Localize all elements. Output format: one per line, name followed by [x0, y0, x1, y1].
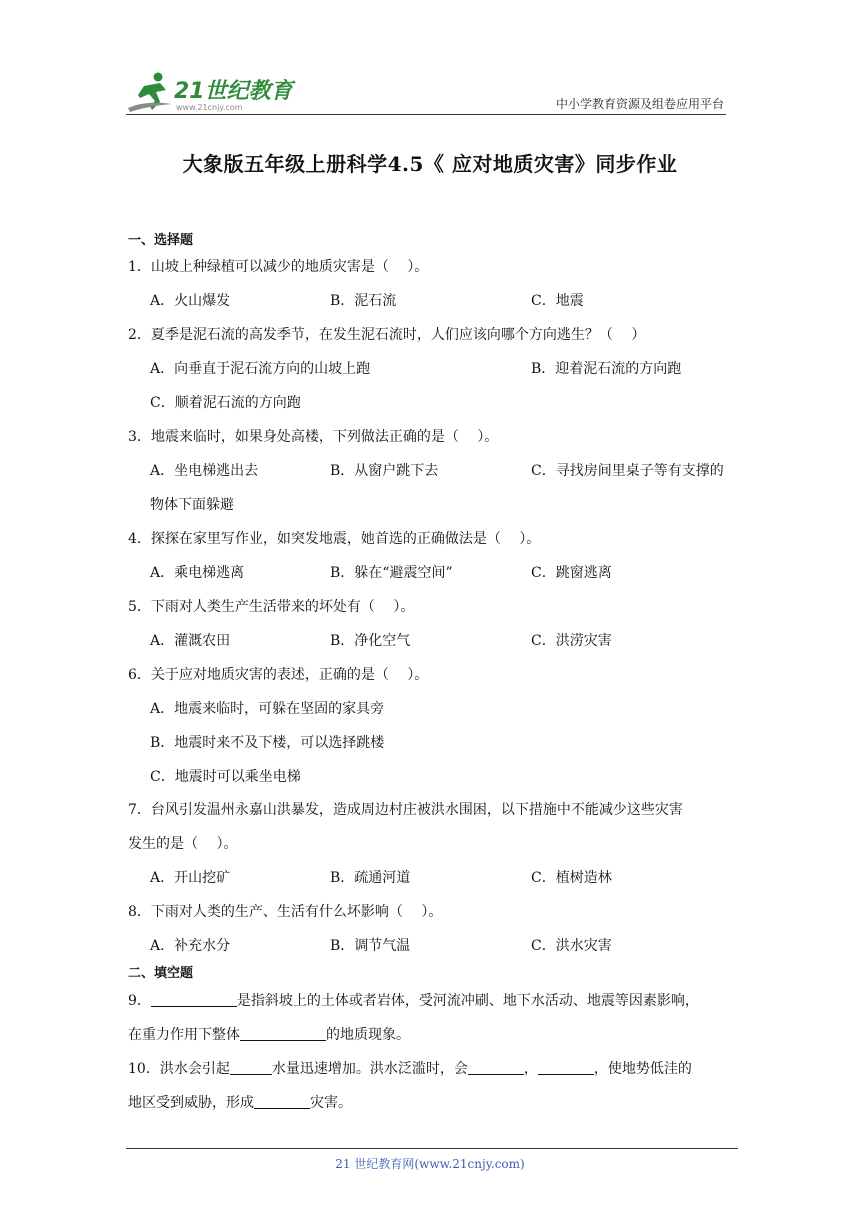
q2-option-b: B．迎着泥石流的方向跑 [531, 361, 682, 377]
question-7-line1: 7．台风引发温州永嘉山洪暴发，造成周边村庄被洪水围困，以下措施中不能减少这些灾害 [128, 802, 683, 818]
q3-option-c-continued: 物体下面躲避 [150, 497, 234, 513]
question-9-line2 [128, 1024, 410, 1044]
platform-tagline: 中小学教育资源及组卷应用平台 [555, 97, 724, 111]
site-logo [126, 70, 296, 114]
section-heading-fill: 二、填空题 [128, 966, 194, 981]
q9-blank-1[interactable] [151, 992, 237, 1007]
q1-option-c: C．地震 [531, 293, 584, 309]
q10-blank-3[interactable] [538, 1060, 594, 1075]
q7-option-a: A．开山挖矿 [150, 870, 231, 886]
q9-blank-2[interactable] [240, 1026, 326, 1041]
question-7-line2: 发生的是（ ）。 [128, 836, 238, 852]
q3-option-a: A．坐电梯逃出去 [150, 463, 259, 479]
q5-option-c: C．洪涝灾害 [531, 633, 612, 649]
q1-option-a: A．火山爆发 [150, 293, 231, 309]
question-4: 4．探探在家里写作业，如突发地震，她首选的正确做法是（ ）。 [128, 531, 541, 547]
page-title: 大象版五年级上册科学4.5《 应对地质灾害》同步作业 [182, 152, 678, 176]
q2-option-a: A．向垂直于泥石流方向的山坡上跑 [150, 361, 371, 377]
q9-text-2: 在重力作用下整体 [128, 1027, 240, 1043]
q8-option-a: A．补充水分 [150, 938, 231, 954]
q3-option-c: C．寻找房间里桌子等有支撑的 [531, 463, 724, 479]
q4-option-a: A．乘电梯逃离 [150, 565, 245, 581]
q10-text-1: 水量迅速增加。洪水泛滥时，会 [271, 1061, 468, 1077]
q10-blank-1[interactable] [230, 1060, 272, 1075]
q1-option-b: B．泥石流 [330, 293, 397, 309]
q10-text-2: ， [523, 1061, 538, 1077]
q3-option-b: B．从窗户跳下去 [330, 463, 439, 479]
q7-option-c: C．植树造林 [531, 870, 612, 886]
q2-option-c: C．顺着泥石流的方向跑 [150, 395, 301, 411]
footer-divider [126, 1148, 738, 1149]
q6-option-b: B．地震时来不及下楼，可以选择跳楼 [150, 735, 385, 751]
q10-blank-2[interactable] [468, 1060, 524, 1075]
q8-option-c: C．洪水灾害 [531, 938, 612, 954]
q4-option-b: B．躲在“避震空间” [330, 565, 453, 581]
question-3: 3．地震来临时，如果身处高楼，下列做法正确的是（ ）。 [128, 429, 499, 445]
q6-option-a: A．地震来临时，可躲在坚固的家具旁 [150, 701, 385, 717]
question-10-line1 [128, 1058, 692, 1078]
q4-option-c: C．跳窗逃离 [531, 565, 612, 581]
question-10-line2 [128, 1092, 352, 1112]
q10-text-3: ，使地势低洼的 [593, 1061, 692, 1077]
runner-logo-icon [126, 70, 296, 114]
logo-text: 21世纪教育 [174, 79, 293, 104]
question-1: 1．山坡上种绿植可以减少的地质灾害是（ ）。 [128, 259, 429, 275]
q10-number: 10．洪水会引起 [128, 1061, 230, 1077]
q5-option-a: A．灌溉农田 [150, 633, 231, 649]
q8-option-b: B．调节气温 [330, 938, 411, 954]
q9-number: 9． [128, 993, 151, 1009]
q5-option-b: B．净化空气 [330, 633, 411, 649]
q10-text-5: 灾害。 [310, 1095, 352, 1111]
question-2: 2．夏季是泥石流的高发季节，在发生泥石流时，人们应该向哪个方向逃生？（ ） [128, 327, 646, 343]
q6-option-c: C．地震时可以乘坐电梯 [150, 769, 301, 785]
footer-link[interactable]: 21 世纪教育网(www.21cnjy.com) [335, 1157, 525, 1171]
question-6: 6．关于应对地质灾害的表述，正确的是（ ）。 [128, 667, 429, 683]
q10-blank-4[interactable] [254, 1094, 310, 1109]
question-8: 8．下雨对人类的生产、生活有什么坏影响（ ）。 [128, 904, 443, 920]
logo-url: www.21cnjy.com [176, 103, 243, 112]
question-9-line1 [128, 990, 699, 1010]
q7-option-b: B．疏通河道 [330, 870, 411, 886]
q9-text-1: 是指斜坡上的土体或者岩体，受河流冲刷、地下水活动、地震等因素影响， [236, 993, 699, 1009]
q10-text-4: 地区受到威胁，形成 [128, 1095, 254, 1111]
header-divider [126, 114, 726, 115]
question-5: 5．下雨对人类生产生活带来的坏处有（ ）。 [128, 599, 415, 615]
q9-text-3: 的地质现象。 [326, 1027, 410, 1043]
section-heading-choice: 一、选择题 [128, 233, 194, 248]
